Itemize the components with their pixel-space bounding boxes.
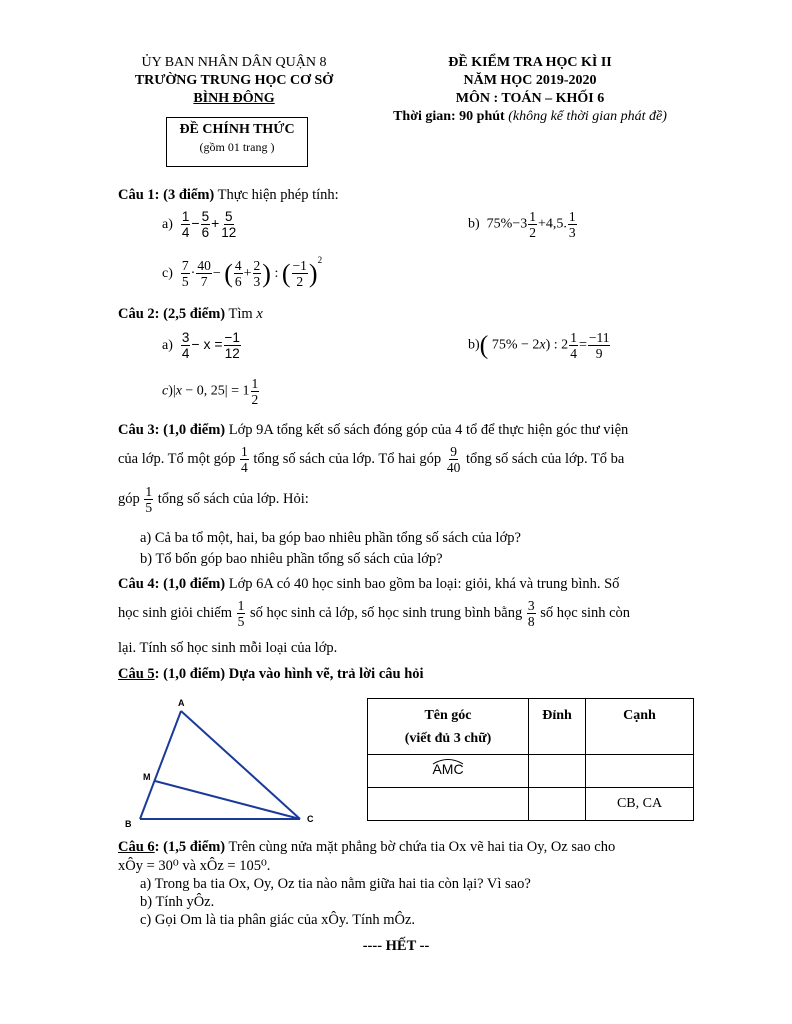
table-row — [368, 755, 694, 788]
official-title: ĐỀ CHÍNH THỨC — [179, 122, 295, 137]
header-angle-name: Tên góc (viết đủ 3 chữ) — [368, 699, 529, 755]
q1c-expression: c) $\frac{7}{5}$ · $\frac{40}{7}$ − ( $\frac{4}{6}$ + $\frac{2}{3}$ ) : ( $\frac{-1}{2}$ )$^2$ — [162, 255, 323, 290]
header-vertex: Đỉnh — [529, 699, 586, 755]
school-year: NĂM HỌC 2019-2020 — [463, 73, 597, 88]
subject: MÔN : TOÁN – KHỐI 6 — [455, 91, 605, 106]
angle-arc-icon — [432, 757, 464, 765]
label-b: B — [125, 819, 132, 829]
district-name: ỦY BAN NHÂN DÂN QUẬN 8 — [141, 55, 327, 70]
side-ab — [140, 711, 181, 819]
q4-line1: Câu 4: (1,0 điểm) Lớp 6A có 40 học sinh bao gồm ba loại: giỏi, khá và trung bình. Số — [118, 576, 620, 592]
header-left — [118, 54, 350, 108]
triangle-figure — [118, 692, 328, 832]
q3-line3: góp $\frac{1}{5}$ tổng số sách của lớp. Hỏi: — [118, 484, 309, 515]
q2b-expression: b)( 75% − 2x) : 2 $\frac{1}{4}$ = $\frac{-11}{9}$ — [468, 330, 610, 361]
q1a-expression: a) $\frac{1}{4}$ − $\frac{5}{6}$ + $\frac{5}{12}$ — [162, 209, 237, 240]
empty-cell — [586, 755, 694, 788]
exam-title: ĐỀ KIỂM TRA HỌC KÌ II — [448, 55, 612, 70]
q4-line2: học sinh giỏi chiếm $\frac{1}{5}$ số học sinh cả lớp, số học sinh trung bình bằng $\frac{3}{8}$ số học sinh còn — [118, 598, 631, 629]
empty-cell — [529, 788, 586, 821]
table-row — [368, 788, 694, 821]
q2c-expression: c)|x − 0, 25| = 1 $\frac{1}{2}$ — [162, 376, 259, 407]
q6-line1: Câu 6: (1,5 điểm) Trên cùng nửa mặt phẳng bờ chứa tia Ox vẽ hai tia Oy, Oz sao cho — [118, 839, 616, 855]
q6-part-c: c) Gọi Om là tia phân giác của xÔy. Tính mÔz. — [140, 912, 416, 928]
q2-heading: Câu 2: (2,5 điểm) Tìm x — [118, 306, 263, 322]
empty-cell — [368, 788, 529, 821]
header-sides: Cạnh — [586, 699, 694, 755]
q1-heading: Câu 1: (3 điểm) Thực hiện phép tính: — [118, 187, 339, 203]
official-box — [166, 117, 308, 167]
q6-part-a: a) Trong ba tia Ox, Oy, Oz tia nào nằm giữa hai tia còn lại? Vì sao? — [140, 876, 531, 892]
q3-part-b: b) Tổ bốn góp bao nhiêu phần tổng số sách của lớp? — [140, 551, 443, 567]
q3-line2: của lớp. Tổ một góp $\frac{1}{4}$ tổng số sách của lớp. Tổ hai góp $\frac{9}{40}$ tổng số sách của lớp. Tổ ba — [118, 444, 625, 475]
q2a-expression: a) $\frac{3}{4}$ − x = $\frac{-1}{12}$ — [162, 330, 240, 361]
header-right — [370, 54, 690, 126]
angle-table — [367, 698, 694, 821]
empty-cell — [529, 755, 586, 788]
q3-line1: Câu 3: (1,0 điểm) Lớp 9A tổng kết số sách đóng góp của 4 tổ để thực hiện góc thư viện — [118, 422, 629, 438]
q4-line3: lại. Tính số học sinh mỗi loại của lớp. — [118, 640, 338, 656]
q3-part-a: a) Cả ba tổ một, hai, ba góp bao nhiêu phần tổng số sách của lớp? — [140, 530, 521, 546]
label-a: A — [178, 698, 185, 708]
school-name-2: BÌNH ĐÔNG — [193, 91, 275, 106]
label-c: C — [307, 814, 314, 824]
q6-line2: xÔy = 30⁰ và xÔz = 105⁰. — [118, 858, 271, 874]
angle-amc-cell: AMC — [368, 755, 529, 788]
table-row — [368, 699, 694, 755]
exam-time: Thời gian: 90 phút (không kể thời gian phát đề) — [393, 109, 667, 124]
end-mark: ---- HẾT -- — [362, 938, 430, 954]
page-count: (gồm 01 trang ) — [199, 140, 275, 154]
sides-cb-ca-cell: CB, CA — [586, 788, 694, 821]
q5-heading: Câu 5: (1,0 điểm) Dựa vào hình vẽ, trả lời câu hỏi — [118, 666, 424, 682]
q6-part-b: b) Tính yÔz. — [140, 894, 215, 910]
label-m: M — [143, 772, 151, 782]
q1b-expression: b) 75%−3 $\frac{1}{2}$ +4,5. $\frac{1}{3}$ — [468, 209, 576, 240]
school-name: TRƯỜNG TRUNG HỌC CƠ SỞ — [134, 73, 334, 88]
